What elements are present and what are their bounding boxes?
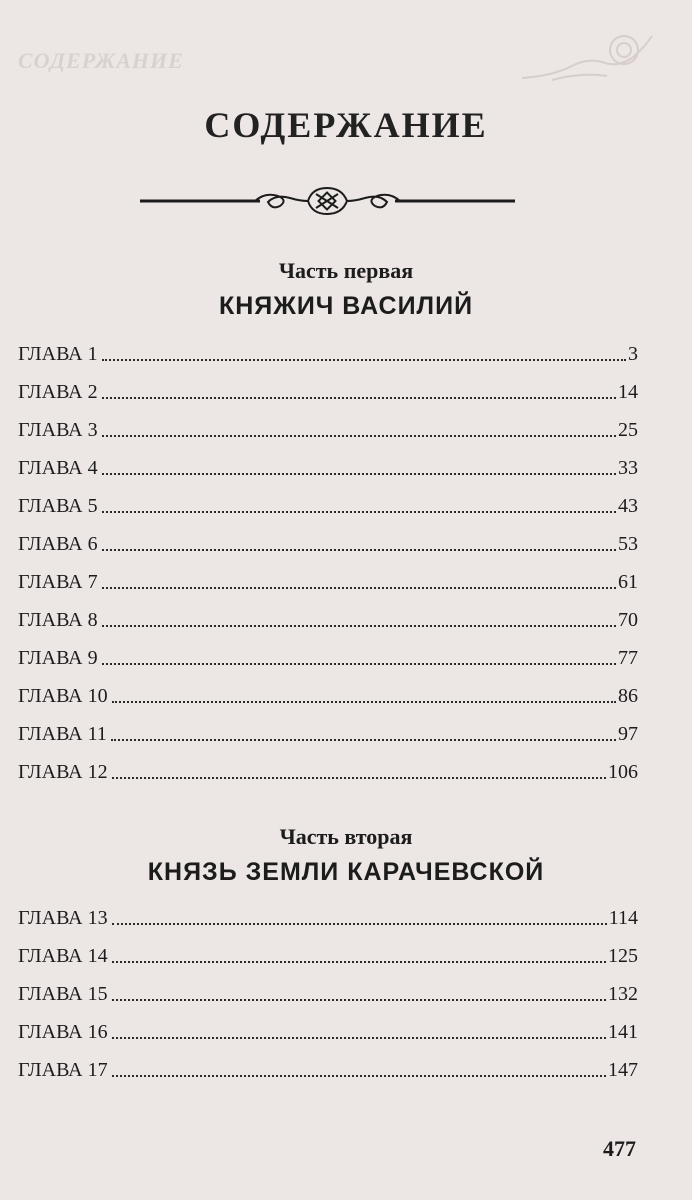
page-title: СОДЕРЖАНИЕ bbox=[204, 105, 488, 145]
chapter-page: 97 bbox=[618, 723, 638, 745]
dot-leader bbox=[102, 397, 616, 399]
chapter-label: ГЛАВА 15 bbox=[18, 983, 108, 1005]
dot-leader bbox=[112, 1037, 606, 1039]
toc-entry bbox=[18, 930, 638, 968]
part-2-label: Часть вторая bbox=[279, 824, 413, 849]
toc-entry bbox=[18, 632, 638, 670]
chapter-label: ГЛАВА 9 bbox=[18, 647, 98, 669]
dot-leader bbox=[102, 663, 616, 665]
chapter-label: ГЛАВА 8 bbox=[18, 609, 98, 631]
chapter-label: ГЛАВА 1 bbox=[18, 343, 98, 365]
chapter-page: 125 bbox=[608, 945, 638, 967]
toc-entry bbox=[18, 556, 638, 594]
dot-leader bbox=[112, 1075, 606, 1077]
toc-entry bbox=[18, 892, 638, 930]
dot-leader bbox=[102, 359, 626, 361]
toc-entry bbox=[18, 670, 638, 708]
corner-ornament-icon bbox=[512, 28, 662, 88]
toc-list-part-2 bbox=[18, 892, 638, 1082]
chapter-page: 141 bbox=[608, 1021, 638, 1043]
chapter-page: 106 bbox=[608, 761, 638, 783]
dot-leader bbox=[112, 923, 607, 925]
dot-leader bbox=[102, 549, 616, 551]
chapter-page: 70 bbox=[618, 609, 638, 631]
dot-leader bbox=[102, 625, 616, 627]
chapter-label: ГЛАВА 7 bbox=[18, 571, 98, 593]
toc-entry bbox=[18, 480, 638, 518]
chapter-page: 33 bbox=[618, 457, 638, 479]
ornamental-divider-icon bbox=[140, 180, 515, 220]
chapter-page: 25 bbox=[618, 419, 638, 441]
chapter-page: 77 bbox=[618, 647, 638, 669]
chapter-label: ГЛАВА 4 bbox=[18, 457, 98, 479]
chapter-label: ГЛАВА 5 bbox=[18, 495, 98, 517]
dot-leader bbox=[102, 435, 616, 437]
chapter-page: 3 bbox=[628, 343, 638, 365]
toc-entry bbox=[18, 442, 638, 480]
chapter-label: ГЛАВА 11 bbox=[18, 723, 107, 745]
dot-leader bbox=[111, 739, 616, 741]
chapter-label: ГЛАВА 12 bbox=[18, 761, 108, 783]
chapter-label: ГЛАВА 13 bbox=[18, 907, 108, 929]
chapter-label: ГЛАВА 16 bbox=[18, 1021, 108, 1043]
chapter-label: ГЛАВА 3 bbox=[18, 419, 98, 441]
page-number: 477 bbox=[603, 1136, 636, 1161]
dot-leader bbox=[112, 701, 616, 703]
dot-leader bbox=[102, 587, 616, 589]
toc-entry bbox=[18, 366, 638, 404]
part-2-title: КНЯЗЬ ЗЕМЛИ КАРАЧЕВСКОЙ bbox=[147, 858, 545, 886]
toc-list-part-1 bbox=[18, 328, 638, 784]
chapter-page: 43 bbox=[618, 495, 638, 517]
chapter-page: 61 bbox=[618, 571, 638, 593]
dot-leader bbox=[102, 511, 616, 513]
chapter-label: ГЛАВА 17 bbox=[18, 1059, 108, 1081]
chapter-page: 132 bbox=[608, 983, 638, 1005]
toc-entry bbox=[18, 1006, 638, 1044]
dot-leader bbox=[112, 777, 606, 779]
chapter-page: 14 bbox=[618, 381, 638, 403]
chapter-page: 53 bbox=[618, 533, 638, 555]
toc-entry bbox=[18, 1044, 638, 1082]
chapter-label: ГЛАВА 6 bbox=[18, 533, 98, 555]
toc-entry bbox=[18, 404, 638, 442]
dot-leader bbox=[112, 999, 606, 1001]
toc-entry bbox=[18, 594, 638, 632]
chapter-label: ГЛАВА 10 bbox=[18, 685, 108, 707]
chapter-page: 147 bbox=[608, 1059, 638, 1081]
running-header: СОДЕРЖАНИЕ bbox=[18, 48, 184, 73]
part-1-label: Часть первая bbox=[278, 258, 414, 283]
dot-leader bbox=[102, 473, 616, 475]
chapter-label: ГЛАВА 2 bbox=[18, 381, 98, 403]
part-1-title: КНЯЖИЧ ВАСИЛИЙ bbox=[218, 292, 474, 320]
toc-entry bbox=[18, 328, 638, 366]
toc-entry bbox=[18, 746, 638, 784]
dot-leader bbox=[112, 961, 606, 963]
toc-entry bbox=[18, 708, 638, 746]
toc-entry bbox=[18, 968, 638, 1006]
chapter-label: ГЛАВА 14 bbox=[18, 945, 108, 967]
chapter-page: 86 bbox=[618, 685, 638, 707]
toc-entry bbox=[18, 518, 638, 556]
chapter-page: 114 bbox=[608, 907, 638, 929]
